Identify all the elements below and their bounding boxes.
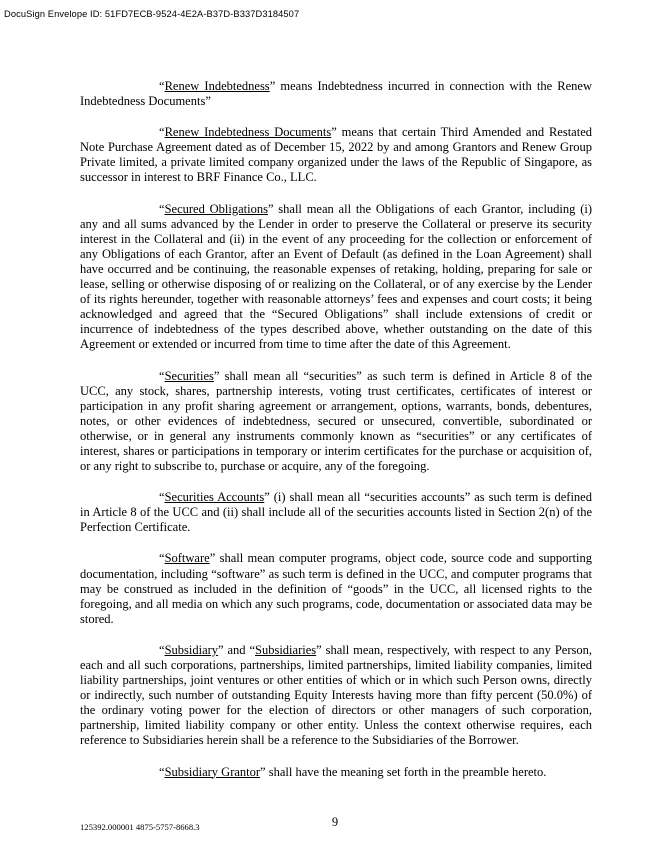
defined-term: Secured Obligations [164, 201, 268, 216]
definition-subsidiary: “Subsidiary” and “Subsidiaries” shall mean, respectively, with respect to any Person, each and all such corporations, partnerships, limited partnerships, limited liability companies, limited liability partnerships, joint ventures or other entities of which or in which such Person owns, directly or indirectly, such number of outstanding Equity Interests having more than fifty percent (50.0%) of the ordinary voting power for the election of directors or other managers of such corporation, partnership, limited liability company or other entity. Unless the context otherwise requires, each reference to Subsidiaries herein shall be a reference to the Subsidiaries of the Borrower. [80, 642, 592, 748]
definition-securities-accounts: “Securities Accounts” (i) shall mean all “securities accounts” as such term is defined in Article 8 of the UCC and (ii) shall include all of the securities accounts listed in Section 2(n) of the Perfection Certificate. [80, 490, 592, 535]
definition-renew-indebtedness: “Renew Indebtedness” means Indebtedness incurred in connection with the Renew Indebtedness Documents” [80, 79, 592, 109]
defined-term: Securities Accounts [164, 490, 265, 505]
defined-term: Subsidiary [164, 642, 219, 657]
defined-term: Renew Indebtedness [164, 79, 270, 93]
definition-renew-indebtedness-documents: “Renew Indebtedness Documents” means that certain Third Amended and Restated Note Purchase Agreement dated as of December 15, 2022 by and among Grantors and Renew Group Private limited, a private limited company organized under the laws of the Republic of Singapore, as successor in interest to BRF Finance Co., LLC. [80, 125, 593, 185]
definition-subsidiary-grantor: “Subsidiary Grantor” shall have the meaning set forth in the preamble hereto. [159, 764, 547, 779]
page-number: 9 [331, 815, 339, 829]
footer-document-id: 125392.000001 4875-5757-8668.3 [80, 822, 200, 832]
defined-term: Subsidiaries [255, 642, 317, 657]
docusign-envelope-id: DocuSign Envelope ID: 51FD7ECB-9524-4E2A-B37D-B337D3184507 [4, 9, 300, 19]
defined-term: Software [164, 551, 210, 566]
definition-securities: “Securities” shall mean all “securities” as such term is defined in Article 8 of the UCC, any stock, shares, partnership interests, voting trust certificates, certificates of interest or participation in any profit sharing agreement or arrangement, options, warrants, bonds, debentures, notes, or other evidences of indebtedness, secured or unsecured, convertible, subordinated or otherwise, or in general any instruments commonly known as “securities” or any certificates of interest, shares or participations in temporary or interim certificates for the purchase or acquisition of, or any right to subscribe to, purchase or acquire, any of the foregoing. [80, 368, 592, 474]
defined-term: Subsidiary Grantor [164, 764, 261, 779]
defined-term: Securities [164, 368, 214, 383]
document-body [80, 79, 592, 780]
definition-secured-obligations: “Secured Obligations” shall mean all the Obligations of each Grantor, including (i) any and all sums advanced by the Lender in order to preserve the Collateral or preserve its security interest in the Collateral and (ii) in the event of any proceeding for the collection or enforcement of any Obligations of each Grantor, after an Event of Default (as defined in the Loan Agreement) shall have occurred and be continuing, the reasonable expenses of retaking, holding, preparing for sale or lease, selling or otherwise disposing of or realizing on the Collateral, or of any exercise by the Lender of its rights hereunder, together with reasonable attorneys’ fees and expenses and court costs; it being acknowledged and agreed that the “Secured Obligations” shall include extensions of credit or incurrence of indebtedness of the types described above, whether outstanding on the date of this Agreement or extended or incurred from time to time after the date of this Agreement. [80, 201, 592, 352]
defined-term: Renew Indebtedness Documents [164, 125, 332, 140]
definition-software: “Software” shall mean computer programs, object code, source code and supporting documentation, including “software” as such term is defined in the UCC, and computer programs that may be construed as included in the definition of “goods” in the UCC, all licensed rights to the foregoing, and all media on which any such programs, code, documentation or associated data may be stored. [80, 551, 592, 626]
